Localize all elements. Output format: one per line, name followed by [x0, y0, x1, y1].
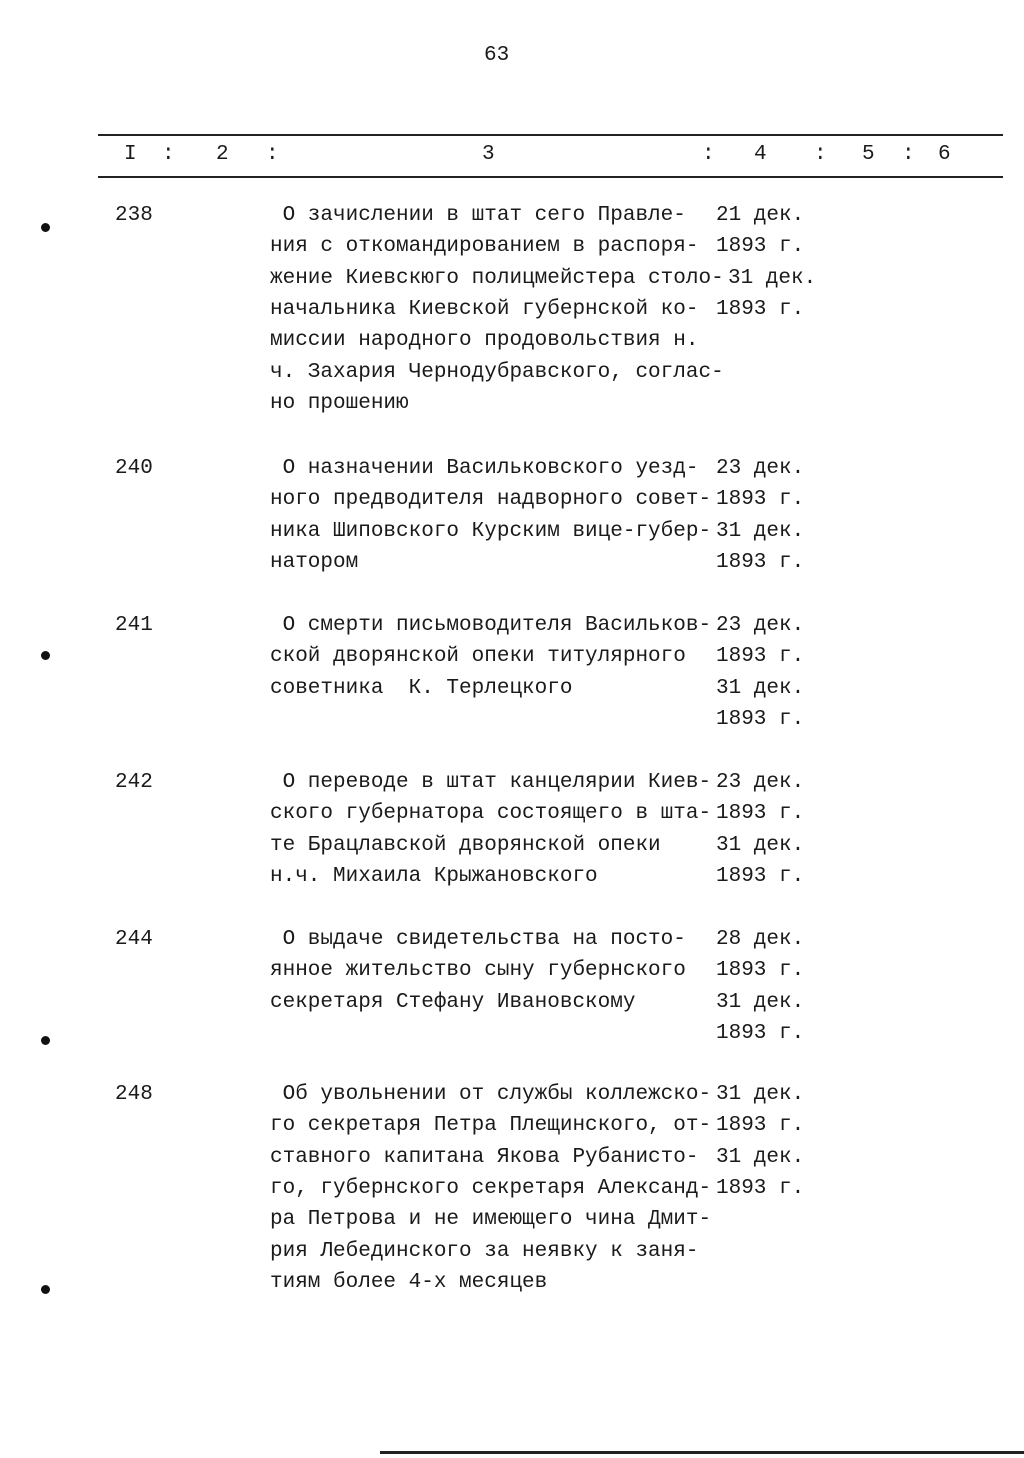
- description-line: ского губернатора состоящего в шта-: [270, 802, 712, 826]
- description-line: те Брацлавской дворянской опеки: [270, 833, 661, 857]
- date-year: 1893 г.: [716, 864, 805, 888]
- description-line: н.ч. Михаила Крыжановского: [270, 864, 598, 888]
- description-line: ника Шиповского Курским вице-губер-: [270, 519, 712, 543]
- column-separator: :: [266, 143, 279, 166]
- column-header-2: 2: [216, 143, 229, 166]
- date-day-month: 31 дек.: [716, 833, 805, 857]
- description-line: О выдаче свидетельства на посто-: [270, 928, 686, 951]
- description-line: го секретаря Петра Плещинского, от-: [270, 1114, 712, 1138]
- date-year: 1893 г.: [716, 802, 805, 826]
- description-line: советника К. Терлецкого: [270, 676, 573, 700]
- description-line: О переводе в штат канцелярии Киев-: [270, 771, 712, 794]
- bottom-edge-rule: [380, 1451, 1024, 1454]
- date-year: 1893 г.: [716, 1114, 805, 1138]
- binder-hole-mark: [41, 651, 50, 660]
- date-year: 1893 г.: [716, 959, 805, 983]
- date-year: 1893 г.: [716, 550, 805, 574]
- description-line: натором: [270, 550, 359, 574]
- date-year: 1893 г.: [716, 235, 805, 259]
- date-year: 1893 г.: [716, 488, 805, 512]
- date-year: 1893 г.: [716, 645, 805, 669]
- date-day-month: 31 дек.: [728, 266, 817, 290]
- date-day-month: 31 дек.: [716, 1145, 805, 1169]
- date-day-month: 28 дек.: [716, 928, 805, 951]
- entry-number: 238: [115, 204, 153, 227]
- description-line: ния с откомандированием в распоря-: [270, 235, 699, 259]
- column-header-6: 6: [938, 143, 951, 166]
- binder-hole-mark: [41, 1036, 50, 1045]
- entry-number: 242: [115, 771, 153, 794]
- column-separator: :: [702, 143, 715, 166]
- description-line: миссии народного продовольствия н.: [270, 329, 699, 353]
- description-line: рия Лебединского за неявку к заня-: [270, 1239, 699, 1263]
- date-day-month: 31 дек.: [716, 990, 805, 1014]
- date-day-month: 23 дек.: [716, 771, 805, 794]
- column-separator: :: [902, 143, 915, 166]
- description-line: ской дворянской опеки титулярного: [270, 645, 686, 669]
- page-number: 63: [484, 44, 510, 67]
- description-line: начальника Киевской губернской ко-: [270, 297, 699, 321]
- column-separator: :: [814, 143, 827, 166]
- column-header-1: I: [124, 143, 137, 166]
- description-line: секретаря Стефану Ивановскому: [270, 990, 636, 1014]
- date-day-month: 31 дек.: [716, 519, 805, 543]
- description-line: жение Киевскюго полицмейстера столо-: [270, 266, 724, 290]
- entry-number: 241: [115, 614, 153, 637]
- binder-hole-mark: [41, 223, 50, 232]
- header-bottom-rule: [98, 176, 1003, 178]
- date-year: 1893 г.: [716, 297, 805, 321]
- date-year: 1893 г.: [716, 1176, 805, 1200]
- description-line: тиям более 4-х месяцев: [270, 1270, 548, 1294]
- entry-number: 248: [115, 1083, 153, 1106]
- column-header-5: 5: [862, 143, 875, 166]
- column-separator: :: [162, 143, 175, 166]
- date-day-month: 23 дек.: [716, 614, 805, 637]
- description-line: го, губернского секретаря Александ-: [270, 1176, 712, 1200]
- column-header-3: 3: [482, 143, 495, 166]
- entry-number: 244: [115, 928, 153, 951]
- binder-hole-mark: [41, 1285, 50, 1294]
- date-day-month: 23 дек.: [716, 457, 805, 480]
- header-top-rule: [98, 134, 1003, 136]
- description-line: ч. Захария Чернодубравского, соглас-: [270, 360, 724, 384]
- description-line: О зачислении в штат сего Правле-: [270, 204, 686, 227]
- description-line: ного предводителя надворного совет-: [270, 488, 712, 512]
- description-line: но прошению: [270, 391, 409, 415]
- description-line: ставного капитана Якова Рубанисто-: [270, 1145, 699, 1169]
- entry-number: 240: [115, 457, 153, 480]
- date-day-month: 31 дек.: [716, 1083, 805, 1106]
- date-year: 1893 г.: [716, 707, 805, 731]
- description-line: янное жительство сыну губернского: [270, 959, 686, 983]
- date-day-month: 31 дек.: [716, 676, 805, 700]
- column-header-4: 4: [754, 143, 767, 166]
- date-day-month: 21 дек.: [716, 204, 805, 227]
- date-year: 1893 г.: [716, 1021, 805, 1045]
- description-line: ра Петрова и не имеющего чина Дмит-: [270, 1208, 712, 1232]
- description-line: Об увольнении от службы коллежско-: [270, 1083, 712, 1106]
- description-line: О назначении Васильковского уезд-: [270, 457, 699, 480]
- description-line: О смерти письмоводителя Васильков-: [270, 614, 712, 637]
